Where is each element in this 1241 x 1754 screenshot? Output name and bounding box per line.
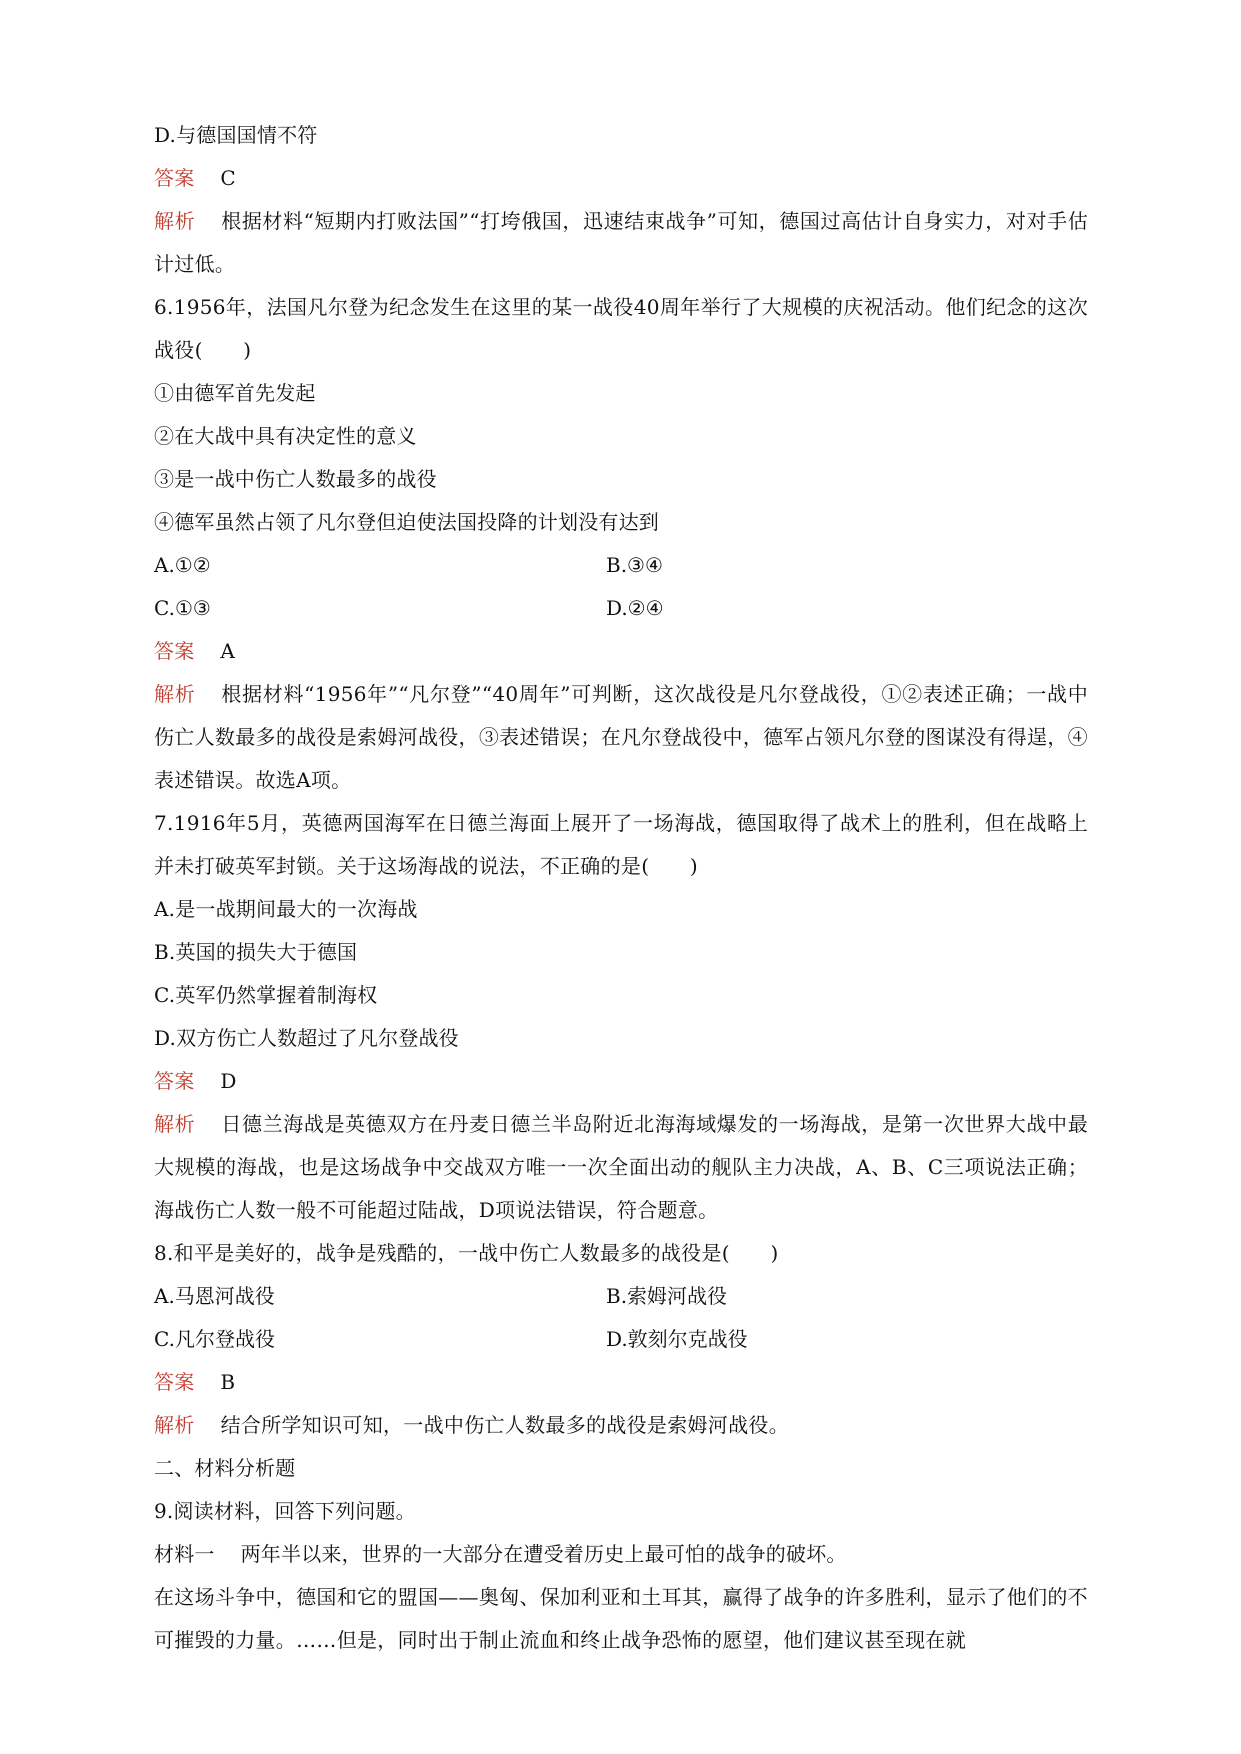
q6-item-3: ③是一战中伤亡人数最多的战役 <box>154 467 437 491</box>
q8-options-row-1 <box>154 1275 1088 1318</box>
q7-option-c: C.英军仍然掌握着制海权 <box>154 983 378 1007</box>
q7-option-a: A.是一战期间最大的一次海战 <box>154 897 418 921</box>
section-title: 二、材料分析题 <box>154 1456 296 1480</box>
answer-value: D <box>220 1069 237 1093</box>
answer-value: B <box>220 1370 236 1394</box>
q8-answer <box>154 1361 1088 1404</box>
answer-label: 答案 <box>154 1370 195 1394</box>
q7-answer <box>154 1060 1088 1103</box>
q6-option-d: D.②④ <box>606 596 664 620</box>
answer-label: 答案 <box>154 166 195 190</box>
q8-option-b: B.索姆河战役 <box>606 1284 728 1308</box>
q6-option-a: A.①② <box>154 553 211 577</box>
analysis-text: 结合所学知识可知，一战中伤亡人数最多的战役是索姆河战役。 <box>220 1413 790 1437</box>
q9-stem: 9.阅读材料，回答下列问题。 <box>154 1499 416 1523</box>
q6-item-4: ④德军虽然占领了凡尔登但迫使法国投降的计划没有达到 <box>154 510 659 534</box>
q6-item-2: ②在大战中具有决定性的意义 <box>154 424 417 448</box>
q6-option-c: C.①③ <box>154 596 211 620</box>
q7-option-b: B.英国的损失大于德国 <box>154 940 358 964</box>
analysis-text: 根据材料“短期内打败法国”“打垮俄国，迅速结束战争”可知，德国过高估计自身实力，对对手估计过低。 <box>154 209 1088 276</box>
analysis-label: 解析 <box>154 682 196 706</box>
answer-value: A <box>220 639 236 663</box>
q6-answer <box>154 630 1088 673</box>
q6-option-b: B.③④ <box>606 553 663 577</box>
q9-material1-paragraph: 在这场斗争中，德国和它的盟国——奥匈、保加利亚和土耳其，赢得了战争的许多胜利，显示了他们的不可摧毁的力量。……但是，同时出于制止流血和终止战争恐怖的愿望，他们建议甚至现在就 <box>154 1585 1088 1652</box>
q8-options-row-2 <box>154 1318 1088 1361</box>
q8-option-d: D.敦刻尔克战役 <box>606 1327 748 1351</box>
q7-option-d: D.双方伤亡人数超过了凡尔登战役 <box>154 1026 459 1050</box>
analysis-label: 解析 <box>154 209 196 233</box>
q6-options-row-2 <box>154 587 1088 630</box>
q5-option-d: D.与德国国情不符 <box>154 123 318 147</box>
analysis-label: 解析 <box>154 1112 196 1136</box>
answer-label: 答案 <box>154 639 195 663</box>
answer-label: 答案 <box>154 1069 195 1093</box>
q8-analysis <box>154 1404 1088 1447</box>
q7-analysis <box>154 1103 1088 1232</box>
q6-stem: 6.1956年，法国凡尔登为纪念发生在这里的某一战役40周年举行了大规模的庆祝活动。他们纪念的这次战役( ) <box>154 295 1088 362</box>
q6-options-row-1 <box>154 544 1088 587</box>
q6-analysis <box>154 673 1088 802</box>
material-text: 两年半以来，世界的一大部分在遭受着历史上最可怕的战争的破坏。 <box>240 1542 847 1566</box>
q5-analysis <box>154 200 1088 286</box>
analysis-text: 根据材料“1956年”“凡尔登”“40周年”可判断，这次战役是凡尔登战役，①②表述正确；一战中伤亡人数最多的战役是索姆河战役，③表述错误；在凡尔登战役中，德军占领凡尔登的图谋没有得逞，④表述错误。故选A项。 <box>154 682 1088 792</box>
analysis-text: 日德兰海战是英德双方在丹麦日德兰半岛附近北海海域爆发的一场海战，是第一次世界大战中最大规模的海战，也是这场战争中交战双方唯一一次全面出动的舰队主力决战，A、B、C三项说法正确；海战伤亡人数一般不可能超过陆战，D项说法错误，符合题意。 <box>154 1112 1088 1222</box>
document-page <box>154 114 1088 1662</box>
q6-item-1: ①由德军首先发起 <box>154 381 316 405</box>
q8-option-a: A.马恩河战役 <box>154 1284 275 1308</box>
analysis-label: 解析 <box>154 1413 195 1437</box>
q7-stem: 7.1916年5月，英德两国海军在日德兰海面上展开了一场海战，德国取得了战术上的胜利，但在战略上并未打破英军封锁。关于这场海战的说法，不正确的是( ) <box>154 811 1088 878</box>
q5-answer <box>154 157 1088 200</box>
answer-value: C <box>220 166 236 190</box>
q9-material1-intro <box>154 1533 1088 1576</box>
q8-stem: 8.和平是美好的，战争是残酷的，一战中伤亡人数最多的战役是( ) <box>154 1241 779 1265</box>
material-label: 材料一 <box>154 1542 215 1566</box>
q8-option-c: C.凡尔登战役 <box>154 1327 275 1351</box>
